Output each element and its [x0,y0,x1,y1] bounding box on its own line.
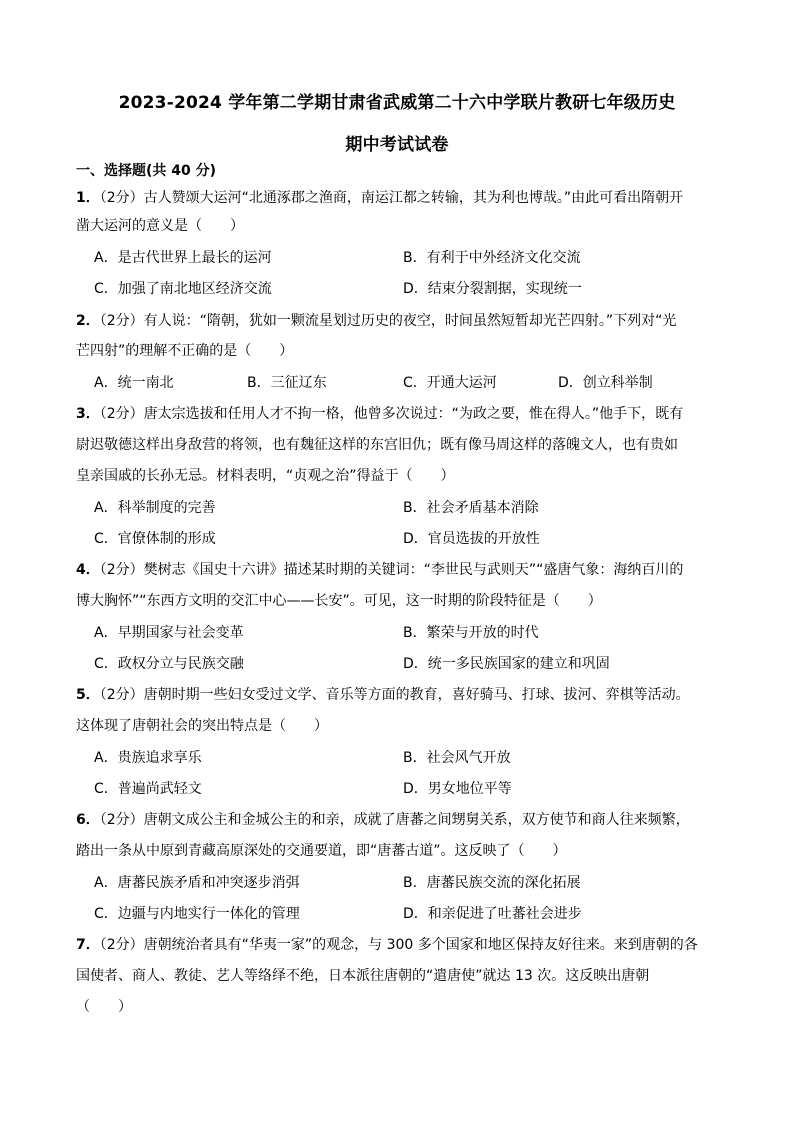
question-2-option-b: B．三征辽东 [247,375,327,391]
question-3-option-a: A．科举制度的完善 [94,500,216,516]
question-1-option-b: B．有利于中外经济文化交流 [403,250,581,266]
question-7-line-1: 7．（2分）唐朝统治者具有“华夷一家”的观念，与 300 多个国家和地区保持友好往来。来到唐朝的各 [76,937,698,953]
question-4-line-1: 4．（2分）樊树志《国史十六讲》描述某时期的关键词：“李世民与武则天”“盛唐气象：海纳百川的 [76,562,684,578]
question-2-line-2: 芒四射”的理解不正确的是（ ） [76,343,294,359]
question-6-line-2: 踏出一条从中原到青藏高原深处的交通要道，即“唐蕃古道”。这反映了（ ） [76,843,567,859]
question-6-line-1: 6．（2分）唐朝文成公主和金城公主的和亲，成就了唐蕃之间甥舅关系，双方使节和商人往来频繁， [76,812,690,828]
question-5-option-c: C．普遍尚武轻文 [94,781,202,797]
question-5-number: 5． [76,687,100,703]
question-6-option-b: B．唐蕃民族交流的深化拓展 [403,875,581,891]
question-1-option-d: D．结束分裂割据，实现统一 [403,281,582,297]
question-3-number: 3． [76,406,100,422]
question-3-line-3: 皇亲国戚的长孙无忌。材料表明，“贞观之治”得益于（ ） [76,468,455,484]
question-7-line-3: （ ） [76,999,132,1015]
question-2-number: 2． [76,313,100,329]
question-1-option-c: C．加强了南北地区经济交流 [94,281,272,297]
question-3-line-1: 3．（2分）唐太宗选拔和任用人才不拘一格，他曾多次说过：“为政之要，惟在得人。”他手下，既有 [76,406,684,422]
question-6-number: 6． [76,812,100,828]
question-3-line-2: 尉迟敬德这样出身敌营的将领，也有魏征这样的东宫旧仇；既有像马周这样的落魄文人，也有贵如 [76,437,678,453]
question-2-option-c: C．开通大运河 [403,375,497,391]
question-1-option-a: A．是古代世界上最长的运河 [94,250,272,266]
question-4-option-b: B．繁荣与开放的时代 [403,625,539,641]
question-5-option-a: A．贵族追求享乐 [94,750,202,766]
question-3-option-b: B．社会矛盾基本消除 [403,500,539,516]
exam-title-line1: 2023-2024 学年第二学期甘肃省武威第二十六中学联片教研七年级历史 [118,93,676,113]
question-5-option-d: D．男女地位平等 [403,781,512,797]
question-7-number: 7． [76,937,100,953]
question-6-option-a: A．唐蕃民族矛盾和冲突逐步消弭 [94,875,300,891]
section-heading: 一、选择题(共 40 分) [76,163,217,179]
question-6-option-d: D．和亲促进了吐蕃社会进步 [403,906,582,922]
question-4-number: 4． [76,562,100,578]
question-7-line-2: 国使者、商人、教徒、艺人等络绎不绝，日本派往唐朝的“遣唐使”就达 13 次。这反映出唐朝 [76,968,650,984]
question-4-option-c: C．政权分立与民族交融 [94,656,244,672]
question-6-option-c: C．边疆与内地实行一体化的管理 [94,906,300,922]
question-2-line-1: 2．（2分）有人说：“隋朝，犹如一颗流星划过历史的夜空，时间虽然短暂却光芒四射。”下列对“光 [76,313,677,329]
question-5-option-b: B．社会风气开放 [403,750,511,766]
question-5-line-1: 5．（2分）唐朝时期一些妇女受过文学、音乐等方面的教育，喜好骑马、打球、拔河、弈棋等活动。 [76,687,690,703]
question-4-option-a: A．早期国家与社会变革 [94,625,244,641]
question-3-option-c: C．官僚体制的形成 [94,531,216,547]
question-2-option-d: D．创立科举制 [558,375,653,391]
question-1-line-2: 凿大运河的意义是（ ） [76,218,244,234]
question-5-line-2: 这体现了唐朝社会的突出特点是（ ） [76,718,328,734]
question-1-line-1: 1．（2分）古人赞颂大运河“北通涿郡之渔商，南运江都之转输，其为利也博哉。”由此可看出隋朝开 [76,190,684,206]
question-4-line-2: 博大胸怀”“东西方文明的交汇中心——长安”。可见，这一时期的阶段特征是（ ） [76,593,602,609]
question-3-option-d: D．官员选拔的开放性 [403,531,540,547]
exam-title-line2: 期中考试试卷 [345,135,449,155]
question-1-number: 1． [76,190,100,206]
question-2-option-a: A．统一南北 [94,375,174,391]
question-4-option-d: D．统一多民族国家的建立和巩固 [403,656,610,672]
